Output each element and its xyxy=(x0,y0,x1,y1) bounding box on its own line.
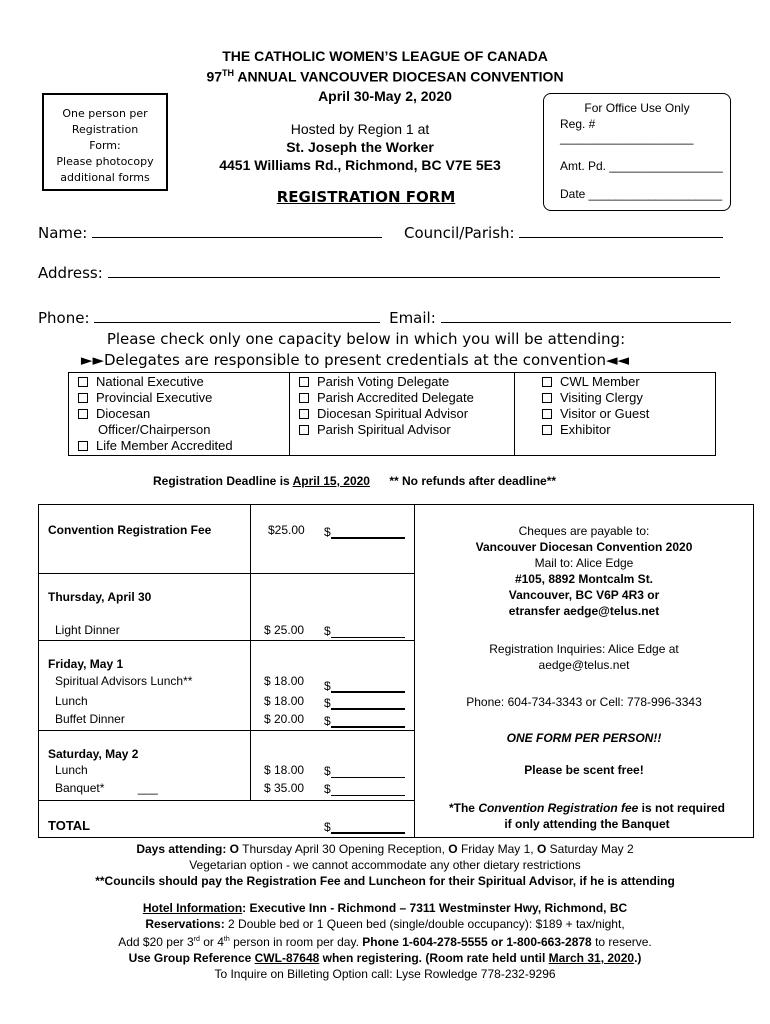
total-field[interactable] xyxy=(324,818,405,834)
hosted-text: Hosted by Region 1 at xyxy=(290,121,430,137)
convention-rest: ANNUAL VANCOUVER DIOCESAN CONVENTION xyxy=(234,68,564,85)
day-option-marker[interactable]: O xyxy=(229,842,240,856)
light-dinner-amount: $ 25.00 xyxy=(264,623,305,637)
capacity-col2 xyxy=(299,374,474,438)
add-mid: or 4 xyxy=(199,935,224,949)
spiritual-lunch-amount: $ 18.00 xyxy=(264,674,305,688)
phone-label: Phone: xyxy=(38,309,90,327)
fees-hline xyxy=(38,730,414,731)
hotel-label: Hotel Information xyxy=(142,901,243,915)
day1-text: Thursday April 30 Opening Reception, xyxy=(239,842,449,856)
hotel-phone: Phone 1-604-278-5555 or 1-800-663-2878 xyxy=(362,935,592,949)
option-label: CWL Member xyxy=(560,374,640,389)
deadline-date: April 15, 2020 xyxy=(292,474,370,488)
convention-sup: TH xyxy=(222,68,235,78)
note-line: Form: xyxy=(89,139,121,152)
note-line: additional forms xyxy=(60,171,150,184)
checkbox-icon[interactable] xyxy=(299,409,309,419)
mail-to-text: Mail to: Alice Edge xyxy=(534,556,634,570)
note-box xyxy=(42,93,168,191)
reg-fee-field[interactable] xyxy=(324,523,405,539)
option-label: Life Member Accredited xyxy=(96,438,233,453)
capacity-option[interactable] xyxy=(78,406,233,422)
capacity-option[interactable] xyxy=(78,374,233,390)
convention-title xyxy=(0,68,770,85)
thursday-heading: Thursday, April 30 xyxy=(48,590,152,604)
credentials-note: ►►Delegates are responsible to present credentials at the convention◄◄ xyxy=(80,351,630,369)
address-line2: Vancouver, BC V6P 4R3 or xyxy=(508,588,660,602)
sat-lunch-field[interactable] xyxy=(324,763,405,778)
dollar-sign: $ xyxy=(324,525,331,539)
address-field[interactable] xyxy=(108,277,720,278)
option-label: Exhibitor xyxy=(560,422,611,437)
option-label: National Executive xyxy=(96,374,204,389)
no-refunds: ** No refunds after deadline** xyxy=(389,474,557,488)
checkbox-icon[interactable] xyxy=(542,409,552,419)
extra-person-line xyxy=(0,932,770,950)
friday-heading: Friday, May 1 xyxy=(48,657,124,671)
note-post: is not required xyxy=(638,801,726,815)
dollar-sign: $ xyxy=(324,764,331,778)
billeting-line: To Inquire on Billeting Option call: Lyse Rowledge 778-232-9296 xyxy=(214,967,556,981)
dollar-sign: $ xyxy=(324,782,331,796)
checkbox-icon[interactable] xyxy=(78,377,88,387)
banquet-label: Banquet* xyxy=(55,781,105,795)
address-line1: #105, 8892 Montcalm St. xyxy=(514,572,654,586)
email-field[interactable] xyxy=(441,322,731,323)
checkbox-icon[interactable] xyxy=(299,425,309,435)
council-field[interactable] xyxy=(519,237,723,238)
option-label: Provincial Executive xyxy=(96,390,213,405)
reg-fee-label: Convention Registration Fee xyxy=(48,523,212,537)
address-row xyxy=(38,264,720,282)
name-field[interactable] xyxy=(92,237,382,238)
capacity-divider xyxy=(514,372,515,456)
capacity-option[interactable] xyxy=(78,438,233,454)
fees-hline xyxy=(38,640,414,641)
inquiries-email: aedge@telus.net xyxy=(538,658,630,672)
phone-row xyxy=(38,309,731,327)
checkbox-icon[interactable] xyxy=(78,441,88,451)
office-reg: Reg. # ____________________ xyxy=(560,117,694,145)
payment-info xyxy=(414,523,754,619)
day-option-marker[interactable]: O xyxy=(536,842,547,856)
sat-lunch-label: Lunch xyxy=(55,763,88,777)
dollar-sign: $ xyxy=(324,679,331,693)
capacity-option[interactable] xyxy=(542,390,649,406)
capacity-option[interactable] xyxy=(542,406,649,422)
note-line: Registration xyxy=(71,123,139,136)
dollar-sign: $ xyxy=(324,820,331,834)
capacity-option[interactable] xyxy=(299,390,474,406)
dollar-sign: $ xyxy=(324,696,331,710)
day2-text: Friday May 1, xyxy=(457,842,537,856)
checkbox-icon[interactable] xyxy=(78,393,88,403)
saturday-heading: Saturday, May 2 xyxy=(48,747,139,761)
banquet-qty-field[interactable]: ___ xyxy=(137,781,158,795)
add-end: to reserve. xyxy=(591,935,652,949)
cheques-text: Cheques are payable to: xyxy=(518,524,650,538)
spiritual-lunch-label: Spiritual Advisors Lunch** xyxy=(55,674,193,688)
reg-fee-amount: $25.00 xyxy=(268,523,305,537)
option-label: Visiting Clergy xyxy=(560,390,643,405)
days-attending xyxy=(0,841,770,857)
checkbox-icon[interactable] xyxy=(299,377,309,387)
option-label: Parish Voting Delegate xyxy=(317,374,450,389)
days-label: Days attending: xyxy=(136,842,227,856)
fri-lunch-label: Lunch xyxy=(55,694,88,708)
sat-lunch-amount: $ 18.00 xyxy=(264,763,305,777)
option-label: Parish Accredited Delegate xyxy=(317,390,474,405)
host-parish: St. Joseph the Worker xyxy=(286,139,434,155)
add-pre: Add $20 per 3 xyxy=(118,935,194,949)
total-label: TOTAL xyxy=(48,818,91,833)
office-title: For Office Use Only xyxy=(584,101,690,115)
capacity-instruction: Please check only one capacity below in which you will be attending: xyxy=(106,330,626,348)
capacity-col1 xyxy=(78,374,233,454)
note-pre: *The xyxy=(448,801,479,815)
fri-lunch-amount: $ 18.00 xyxy=(264,694,305,708)
capacity-col3 xyxy=(542,374,649,438)
capacity-divider xyxy=(289,372,290,456)
name-label: Name: xyxy=(38,224,88,242)
convention-dates: April 30-May 2, 2020 xyxy=(318,88,452,104)
capacity-option[interactable] xyxy=(542,374,649,390)
banquet-amount: $ 35.00 xyxy=(264,781,305,795)
council-row xyxy=(404,224,723,242)
day3-text: Saturday May 2 xyxy=(546,842,634,856)
one-form-text: ONE FORM PER PERSON!! xyxy=(506,731,662,745)
spiritual-lunch-field[interactable] xyxy=(324,677,405,693)
day-option-marker[interactable]: O xyxy=(448,842,458,856)
deadline-line xyxy=(153,474,556,488)
add-sup2: th xyxy=(223,936,230,943)
host-address: 4451 Williams Rd., Richmond, BC V7E 5E3 xyxy=(219,157,501,173)
note-line: Please photocopy xyxy=(56,155,154,168)
hotel-value: : Executive Inn - Richmond – 7311 Westminster Hwy, Richmond, BC xyxy=(242,901,628,915)
dollar-sign: $ xyxy=(324,714,331,728)
option-label: Diocesan xyxy=(96,406,151,421)
office-amt: Amt. Pd. _________________ xyxy=(560,159,723,173)
reservations-value: 2 Double bed or 1 Queen bed (single/double occupancy): $189 + tax/night, xyxy=(224,917,625,931)
note-line: One person per xyxy=(62,107,148,120)
deadline-prefix: Registration Deadline is xyxy=(153,474,293,488)
office-date: Date ____________________ xyxy=(560,187,723,201)
group-pre: Use Group Reference xyxy=(128,951,255,965)
option-label: Visitor or Guest xyxy=(560,406,650,421)
group-code: CWL-87648 xyxy=(254,951,320,965)
inquiries-text: Registration Inquiries: Alice Edge at xyxy=(489,642,679,656)
hotel-info xyxy=(0,900,770,916)
council-label: Council/Parish: xyxy=(404,224,515,242)
phone-field[interactable] xyxy=(94,322,380,323)
option-label: Parish Spiritual Advisor xyxy=(317,422,451,437)
buffet-label: Buffet Dinner xyxy=(55,712,125,726)
fees-vline xyxy=(250,504,251,800)
email-label: Email: xyxy=(389,309,436,327)
checkbox-icon[interactable] xyxy=(542,393,552,403)
inquiries xyxy=(414,641,754,673)
checkbox-icon[interactable] xyxy=(542,377,552,387)
footer xyxy=(0,841,770,982)
option-continuation: Officer/Chairperson xyxy=(98,422,211,437)
light-dinner-field[interactable] xyxy=(324,623,405,638)
checkbox-icon[interactable] xyxy=(78,409,88,419)
dollar-sign: $ xyxy=(324,624,331,638)
add-sup1: rd xyxy=(193,936,200,943)
note-em: Convention Registration fee xyxy=(478,801,639,815)
vegetarian-note: Vegetarian option - we cannot accommodate any other dietary restrictions xyxy=(189,858,581,872)
capacity-option[interactable] xyxy=(299,406,474,422)
light-dinner-label: Light Dinner xyxy=(55,623,120,637)
convention-prefix: 97 xyxy=(206,68,223,85)
org-title: THE CATHOLIC WOMEN’S LEAGUE OF CANADA xyxy=(222,48,548,64)
group-reference-line xyxy=(0,950,770,966)
group-date: March 31, 2020 xyxy=(548,951,635,965)
banquet-note xyxy=(414,800,760,832)
reservations-label: Reservations: xyxy=(145,917,225,931)
note-line2: if only attending the Banquet xyxy=(504,817,670,831)
capacity-option[interactable] xyxy=(78,390,233,406)
buffet-field[interactable] xyxy=(324,712,405,728)
buffet-amount: $ 20.00 xyxy=(264,712,305,726)
option-label: Diocesan Spiritual Advisor xyxy=(317,406,469,421)
group-end: .) xyxy=(634,951,642,965)
group-mid: when registering. (Room rate held until xyxy=(319,951,549,965)
fees-hline xyxy=(38,800,414,801)
capacity-option[interactable] xyxy=(299,422,474,438)
banquet-row xyxy=(55,781,158,795)
payee-text: Vancouver Diocesan Convention 2020 xyxy=(475,540,693,554)
address-label: Address: xyxy=(38,264,103,282)
phone-text: Phone: 604-734-3343 or Cell: 778-996-3343 xyxy=(466,695,702,709)
scent-free-text: Please be scent free! xyxy=(524,763,644,777)
capacity-option[interactable] xyxy=(299,374,474,390)
etransfer-text: etransfer aedge@telus.net xyxy=(508,604,660,618)
checkbox-icon[interactable] xyxy=(299,393,309,403)
councils-note: **Councils should pay the Registration Fee and Luncheon for their Spiritual Advisor, if he is attending xyxy=(95,874,675,888)
fees-hline xyxy=(38,573,414,574)
capacity-option[interactable] xyxy=(542,422,649,438)
banquet-field[interactable] xyxy=(324,781,405,796)
checkbox-icon[interactable] xyxy=(542,425,552,435)
form-title: REGISTRATION FORM xyxy=(276,188,456,206)
reservations-line xyxy=(0,916,770,932)
name-row xyxy=(38,224,382,242)
fri-lunch-field[interactable] xyxy=(324,694,405,710)
add-post: person in room per day. xyxy=(229,935,363,949)
